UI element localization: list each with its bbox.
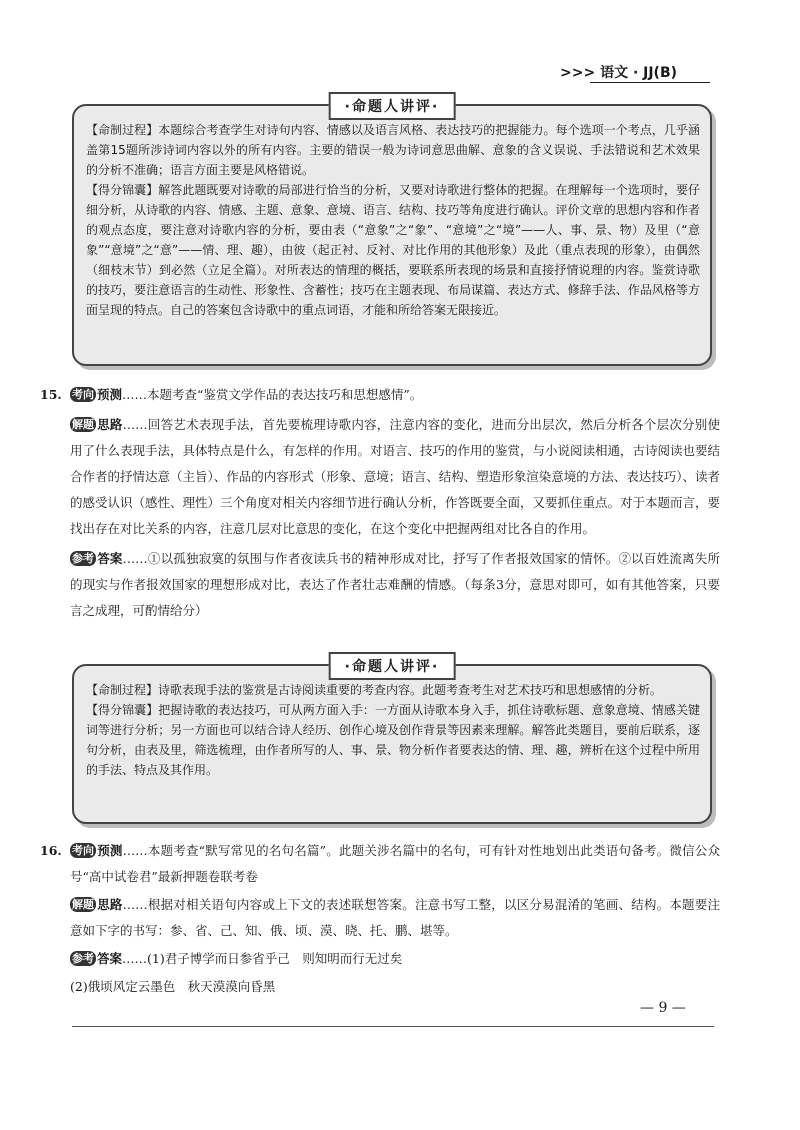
commentary-box-title: ·命题人讲评· xyxy=(329,92,456,120)
forecast-tag: 考向 xyxy=(72,844,94,857)
forecast-text: ……本题考查“鉴赏文学作品的表达技巧和思想感情”。 xyxy=(122,387,423,402)
q15-forecast xyxy=(70,382,720,408)
box1-tips: 【得分锦囊】解答此题既要对诗歌的局部进行恰当的分析，又要对诗歌进行整体的把握。在理解每一个选项时，要仔细分析，从诗歌的内容、情感、主题、意象、意境、语言、结构、技巧等角度进行确认。评价文章的思想内容和作者的观点态度，要注意对诗歌内容的分析，要由表（“意象”之“象”、“意境”之“境”——人、事、景、物）及里（“意象”“意境”之“意”——情、理、趣），由彼（起正衬、反衬、对比作用的其他形象）及此（重点表现的形象），由偶然（细枝末节）到必然（立足全篇）。对所表达的情理的概括，要联系所表现的场景和直接抒情说理的内容。鉴赏诗歌的技巧，要注意语言的生动性、形象性、含蓄性；技巧在主题表现、布局谋篇、表达方式、修辞手法、作品风格等方面呈现的特点。自己的答案包含诗歌中的重点词语，才能和所给答案无限接近。 xyxy=(86,183,700,317)
answer-label: 答案 xyxy=(97,551,123,566)
commentary-box-text xyxy=(86,120,700,320)
q16-answer-line2: (2)俄顷风定云墨色 秋天漠漠向昏黑 xyxy=(70,979,276,994)
box1-process: 【命制过程】本题综合考查学生对诗句内容、情感以及语言风格、表达技巧的把握能力。每个选项一个考点，几乎涵盖第15题所涉诗词内容以外的所有内容。主要的错误一般为诗词意思曲解、意象的含义误说、手法错说和艺术效果的分析不准确；语言方面主要是风格错说。 xyxy=(86,123,700,177)
commentary-box-text xyxy=(86,680,700,780)
forecast-label: 预测 xyxy=(97,387,123,402)
q16-answer xyxy=(70,946,720,972)
forecast-text: ……本题考查“默写常见的名句名篇”。此题关涉名篇中的名句，可有针对性地划出此类语句备考。微信公众号“高中试卷君”最新押题卷联考卷 xyxy=(70,843,720,884)
commentary-box-2 xyxy=(72,659,712,824)
page-header: >>> 语文 · JJ(B) xyxy=(560,65,678,81)
answer-text: ……①以孤独寂寞的氛围与作者夜读兵书的精神形成对比，抒写了作者报效国家的情怀。②以百姓流离失所的现实与作者报效国家的理想形成对比，表达了作者壮志难酬的情感。（每条3分，意思对即可，如有其他答案，只要言之成理，可酌情给分） xyxy=(70,551,720,618)
approach-label: 思路 xyxy=(97,417,123,432)
bottom-rule xyxy=(72,1026,714,1027)
page-number: — 9 — xyxy=(640,1000,686,1016)
approach-tag: 解题 xyxy=(72,898,94,911)
q15-answer xyxy=(70,546,720,624)
commentary-box-title: ·命题人讲评· xyxy=(329,652,456,680)
question-number: 16. xyxy=(40,843,62,858)
approach-label: 思路 xyxy=(97,897,123,912)
forecast-label: 预测 xyxy=(97,843,123,858)
answer-tag: 参考 xyxy=(72,552,94,565)
question-16 xyxy=(40,838,720,1000)
forecast-tag: 考向 xyxy=(72,388,94,401)
q16-forecast xyxy=(70,838,720,890)
approach-text: ……回答艺术表现手法，首先要梳理诗歌内容，注意内容的变化，进而分出层次，然后分析各个层次分别使用了什么表现手法，具体特点是什么，有怎样的作用。对语言、技巧的作用的鉴赏，与小说阅读相通，古诗阅读也要结合作者的抒情达意（主旨）、作品的内容形式（形象、意境；语言、结构、塑造形象渲染意境的方法、表达技巧）、读者的感受认识（感性、理性）三个角度对相关内容细节进行确认分析，作答既要全面，又要抓住重点。对于本题而言，要找出存在对比关系的内容，注意几层对比意思的变化，在这个变化中把握两组对比各自的作用。 xyxy=(70,417,721,536)
question-number: 15. xyxy=(40,387,62,402)
box2-tips: 【得分锦囊】把握诗歌的表达技巧，可从两方面入手：一方面从诗歌本身入手，抓住诗歌标题、意象意境、情感关键词等进行分析；另一方面也可以结合诗人经历、创作心境及创作背景等因素来理解。解答此类题目，要前后联系，逐句分析，由表及里，筛选梳理，由作者所写的人、事、景、物分析作者要表达的情、理、趣，辨析在这个过程中所用的手法、特点及其作用。 xyxy=(86,703,700,777)
answer-label: 答案 xyxy=(97,951,123,966)
question-15 xyxy=(40,382,721,624)
approach-text: ……根据对相关语句内容或上下文的表述联想答案。注意书写工整，以区分易混淆的笔画、结构。本题要注意如下字的书写：参、省、己、知、俄、顷、漠、晓、托、鹏、堪等。 xyxy=(70,897,720,938)
answer-tag: 参考 xyxy=(72,952,94,965)
approach-tag: 解题 xyxy=(72,418,94,431)
answer-text: ……(1)君子博学而日参省乎己 则知明而行无过矣 xyxy=(122,951,403,966)
commentary-box-1 xyxy=(72,99,712,366)
q16-approach xyxy=(70,892,720,944)
header-rule xyxy=(590,82,710,83)
q15-approach xyxy=(70,412,720,542)
box2-process: 【命制过程】诗歌表现手法的鉴赏是古诗阅读重要的考查内容。此题考查考生对艺术技巧和思想感情的分析。 xyxy=(86,683,663,697)
